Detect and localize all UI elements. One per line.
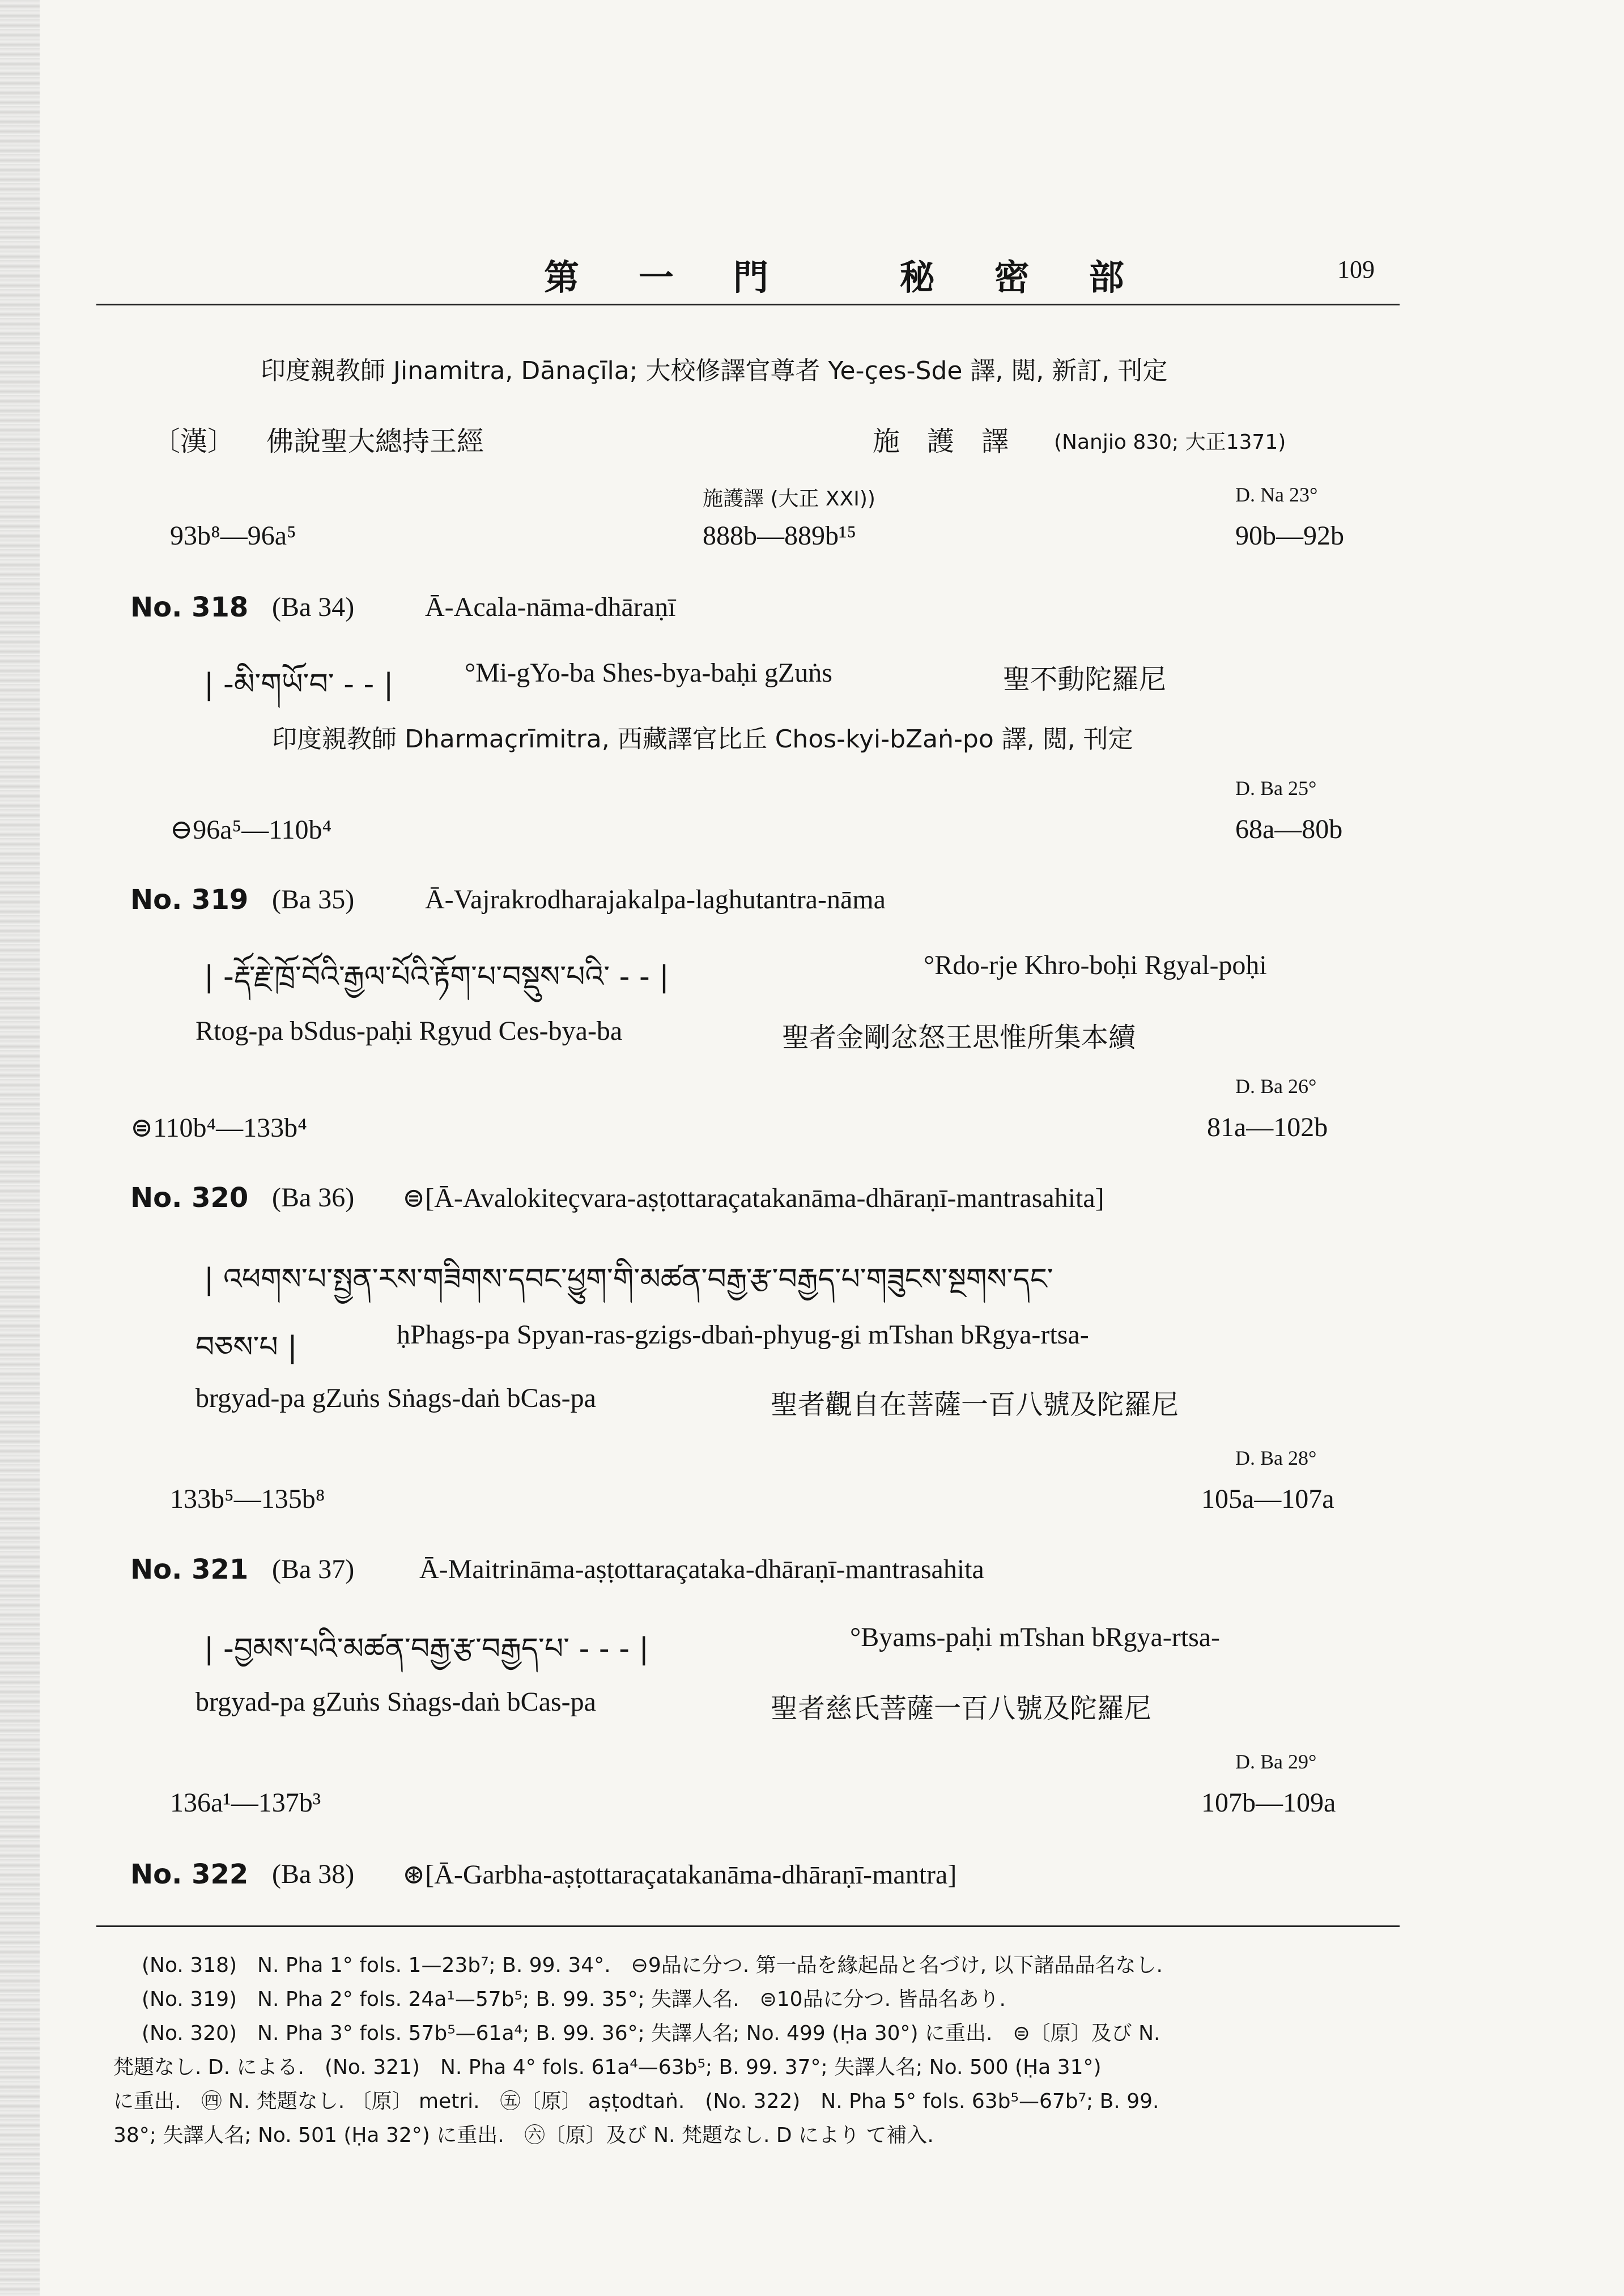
tibetan-script-cont: བཅས་པ |: [195, 1330, 297, 1364]
entry-ba: (Ba 38): [272, 1859, 355, 1889]
range-right: 81a—102b: [1207, 1112, 1328, 1142]
entry-ba: (Ba 35): [272, 885, 355, 915]
tibetan-romanization: °Mi-gYo-ba Shes-bya-baḥi gZuṅs: [465, 658, 832, 688]
entry-sanskrit-title: Ā-Vajrakrodharajakalpa-laghutantra-nāma: [425, 885, 886, 915]
footnote-line: 梵題なし. D. による. (No. 321) N. Pha 4° fols. 61a⁴—63b⁵; B. 99. 37°; 失譯人名; No. 500 (Ḥa 31°): [113, 2056, 1102, 2079]
entry-ba: (Ba 36): [272, 1183, 355, 1213]
derge-ref: D. Ba 26°: [1235, 1075, 1317, 1098]
footnote-line: (No. 320) N. Pha 3° fols. 57b⁵—61a⁴; B. 99. 36°; 失譯人名; No. 499 (Ḥa 30°) に重出. ⊜〔原〕及び N.: [142, 2022, 1160, 2045]
entry-sanskrit-title: Ā-Acala-nāma-dhāraṇī: [425, 592, 676, 622]
entry-sanskrit-title: ⊜[Ā-Avalokiteçvara-aṣṭottaraçatakanāma-dhāraṇī-mantrasahita]: [402, 1183, 1104, 1213]
tibetan-script: | -མི་གཡོ་བ་ - - |: [204, 667, 394, 701]
tibetan-script: | -བྱམས་པའི་མཚན་བརྒྱ་རྩ་བརྒྱད་པ་ - - - |: [204, 1632, 649, 1666]
range-mid: 888b—889b¹⁵: [703, 521, 857, 551]
footnote-line: (No. 318) N. Pha 1° fols. 1—23b⁷; B. 99. 34°. ⊖9品に分つ. 第一品を緣起品と名づけ, 以下諸品品名なし.: [142, 1954, 1163, 1977]
entry-number: No. 319: [130, 884, 249, 916]
entry-number: No. 318: [130, 592, 249, 623]
tibetan-script: | -རྡོ་རྗེ་ཁྲོ་བོའི་རྒྱལ་པོའི་རྟོག་པ་བསྡུས་པའི་ - - |: [204, 960, 669, 994]
derge-ref: D. Ba 28°: [1235, 1447, 1317, 1469]
tibetan-romanization: ḥPhags-pa Spyan-ras-gzigs-dbaṅ-phyug-gi mTshan bRgya-rtsa-: [397, 1320, 1089, 1350]
page-header-title: 第一門 秘密部: [544, 257, 1184, 298]
entry-number: No. 321: [130, 1554, 249, 1585]
tibetan-romanization: °Byams-paḥi mTshan bRgya-rtsa-: [850, 1622, 1221, 1652]
han-translator: 施 護 譯: [873, 426, 1009, 457]
entry-ba: (Ba 34): [272, 592, 355, 622]
range-right: 105a—107a: [1201, 1484, 1334, 1514]
range-left: 136a¹—137b³: [170, 1788, 321, 1818]
han-reference: (Nanjio 830; 大正1371): [1054, 431, 1286, 454]
footnote-line: に重出. ㊃ N. 梵題なし. 〔原〕 metri. ㊄〔原〕 aṣṭodtaṅ. (No. 322) N. Pha 5° fols. 63b⁵—67b⁷; B. 99.: [113, 2090, 1159, 2113]
entry-sanskrit-title: ⊛[Ā-Garbha-aṣṭottaraçatakanāma-dhāraṇī-mantra]: [402, 1860, 957, 1890]
derge-ref: D. Na 23°: [1235, 483, 1318, 506]
range-left: ⊖96a⁵—110b⁴: [170, 815, 332, 845]
entry-number: No. 322: [130, 1859, 249, 1890]
range-left: 93b⁸—96a⁵: [170, 521, 296, 551]
header-rule: [96, 304, 1400, 305]
tibetan-romanization-cont: brgyad-pa gZuṅs Sṅags-daṅ bCas-pa: [195, 1687, 596, 1717]
entry-ba: (Ba 37): [272, 1554, 355, 1584]
tibetan-romanization-cont: Rtog-pa bSdus-paḥi Rgyud Ces-bya-ba: [195, 1016, 623, 1046]
tibetan-romanization-cont: brgyad-pa gZuṅs Sṅags-daṅ bCas-pa: [195, 1383, 596, 1413]
chinese-title: 聖不動陀羅尼: [1003, 664, 1167, 695]
scan-edge-shadow: [0, 0, 40, 2296]
tibetan-romanization: °Rdo-rje Khro-boḥi Rgyal-poḥi: [924, 950, 1267, 980]
translators-line: 印度親教師 Jinamitra, Dānaçīla; 大校修譯官尊者 Ye-çes-Sde 譯, 閲, 新訂, 刊定: [261, 356, 1168, 385]
entry-translators: 印度親教師 Dharmaçrīmitra, 西藏譯官比丘 Chos-kyi-bZaṅ-po 譯, 閲, 刊定: [272, 725, 1133, 754]
chinese-title: 聖者觀自在菩薩一百八號及陀羅尼: [771, 1389, 1179, 1421]
footnote-rule: [96, 1925, 1400, 1927]
entry-sanskrit-title: Ā-Maitrināma-aṣṭottaraçataka-dhāraṇī-mantrasahita: [419, 1554, 984, 1584]
range-left: 133b⁵—135b⁸: [170, 1484, 325, 1514]
entry-number: No. 320: [130, 1182, 249, 1214]
han-title: 佛說聖大總持王經: [266, 426, 484, 457]
footnote-line: 38°; 失譯人名; No. 501 (Ḥa 32°) に重出. ㊅〔原〕及び N. 梵題なし. D により て補入.: [113, 2124, 934, 2147]
footnote-line: (No. 319) N. Pha 2° fols. 24a¹—57b⁵; B. 99. 35°; 失譯人名. ⊜10品に分つ. 皆品名あり.: [142, 1988, 1006, 2011]
range-right: 68a—80b: [1235, 814, 1343, 844]
han-bracket: 〔漢〕: [153, 426, 235, 457]
derge-ref: D. Ba 25°: [1235, 777, 1317, 800]
chinese-title: 聖者金剛忿怒王思惟所集本續: [782, 1022, 1136, 1053]
chinese-title: 聖者慈氏菩薩一百八號及陀羅尼: [771, 1693, 1152, 1724]
range-right: 107b—109a: [1201, 1788, 1336, 1818]
derge-ref: D. Ba 29°: [1235, 1750, 1317, 1773]
range-right: 90b—92b: [1235, 521, 1344, 551]
taisho-label: 施護譯 (大正 XXI)): [703, 487, 875, 511]
range-left: ⊜110b⁴—133b⁴: [130, 1113, 307, 1143]
page-number: 109: [1337, 256, 1375, 283]
tibetan-script: | འཕགས་པ་སྤྱན་རས་གཟིགས་དབང་ཕྱུག་གི་མཚན་བརྒྱ་རྩ་བརྒྱད་པ་གཟུངས་སྔགས་དང་: [204, 1262, 1053, 1296]
